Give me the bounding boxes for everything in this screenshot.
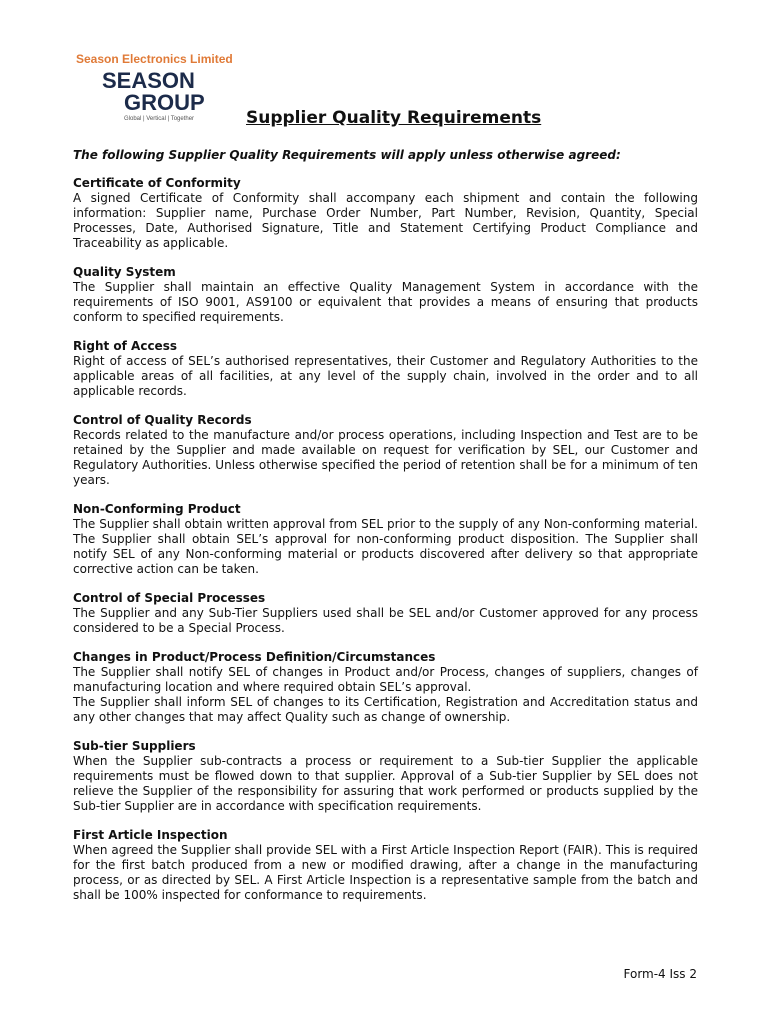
- section-sub-tier-suppliers: [73, 739, 698, 814]
- section-heading: Certificate of Conformity: [73, 176, 241, 190]
- section-control-of-special-processes: [73, 591, 698, 636]
- section-heading: Control of Quality Records: [73, 413, 252, 427]
- section-text: Right of access of SEL’s authorised representatives, their Customer and Regulatory Authorities to the applicable areas of all facilities, at any level of the supply chain, involved in the order and to all applicable records.: [73, 354, 698, 398]
- section-heading: Changes in Product/Process Definition/Circumstances: [73, 650, 436, 664]
- section-first-article-inspection: [73, 828, 698, 903]
- company-name: Season Electronics Limited: [76, 52, 233, 66]
- section-text: The Supplier shall maintain an effective Quality Management System in accordance with the requirements of ISO 9001, AS9100 or equivalent that provides a means of ensuring that products conform to specified requirements.: [73, 280, 698, 324]
- document-title: Supplier Quality Requirements: [246, 108, 542, 128]
- logo-line1: SEASON: [102, 68, 195, 93]
- section-text: Records related to the manufacture and/or process operations, including Inspection and Test are to be retained by the Supplier and made available on request for verification by SEL, our Customer and Regulatory Authorities. Unless otherwise specified the period of retention shall be for a minimum of ten years.: [73, 428, 698, 487]
- season-group-logo: [102, 68, 214, 122]
- section-right-of-access: [73, 339, 698, 399]
- company-logo: [76, 52, 256, 124]
- section-non-conforming-product: [73, 502, 698, 577]
- section-heading: Sub-tier Suppliers: [73, 739, 196, 753]
- section-text: The Supplier shall inform SEL of changes to its Certification, Registration and Accreditation status and any other changes that may affect Quality such as change of ownership.: [73, 695, 698, 724]
- section-text: When the Supplier sub-contracts a process or requirement to a Sub-tier Supplier the applicable requirements must be flowed down to that supplier. Approval of a Sub-tier Supplier by SEL does not relieve the Supplier of the responsibility for assuring that work performed or products supplied by the Sub-tier Supplier are in accordance with specification requirements.: [73, 754, 698, 813]
- form-id: Form-4 Iss 2: [623, 967, 697, 981]
- section-text: The Supplier shall notify SEL of changes in Product and/or Process, changes of suppliers, changes of manufacturing location and where required obtain SEL’s approval.: [73, 665, 698, 694]
- requirements-list: [73, 176, 698, 917]
- section-text: The Supplier shall obtain written approval from SEL prior to the supply of any Non-conforming material. The Supplier shall obtain SEL’s approval for non-conforming product disposition. The Supplier shall notify SEL of any Non-conforming material or products discovered after delivery so that appropriate corrective action can be taken.: [73, 517, 698, 576]
- section-quality-system: [73, 265, 698, 325]
- logo-line2: GROUP: [124, 90, 205, 115]
- section-heading: Quality System: [73, 265, 176, 279]
- section-changes-in-product-process: [73, 650, 698, 725]
- section-text: The Supplier and any Sub-Tier Suppliers used shall be SEL and/or Customer approved for any process considered to be a Special Process.: [73, 606, 698, 635]
- section-heading: Non-Conforming Product: [73, 502, 241, 516]
- section-heading: Control of Special Processes: [73, 591, 266, 605]
- document-intro: The following Supplier Quality Requirements will apply unless otherwise agreed:: [73, 148, 621, 162]
- section-heading: Right of Access: [73, 339, 177, 353]
- section-text: A signed Certificate of Conformity shall accompany each shipment and contain the following information: Supplier name, Purchase Order Number, Part Number, Revision, Quantity, Special Processes, Date, Authorised Signature, Title and Statement Certifying Product Compliance and Traceability as applicable.: [73, 191, 698, 250]
- logo-tagline: Global | Vertical | Together: [124, 116, 195, 122]
- section-control-of-quality-records: [73, 413, 698, 488]
- section-text: When agreed the Supplier shall provide SEL with a First Article Inspection Report (FAIR). This is required for the first batch produced from a new or modified drawing, after a change in the manufacturing process, or as directed by SEL. A First Article Inspection is a representative sample from the batch and shall be 100% inspected for conformance to requirements.: [73, 843, 698, 902]
- section-certificate-of-conformity: [73, 176, 698, 251]
- section-heading: First Article Inspection: [73, 828, 228, 842]
